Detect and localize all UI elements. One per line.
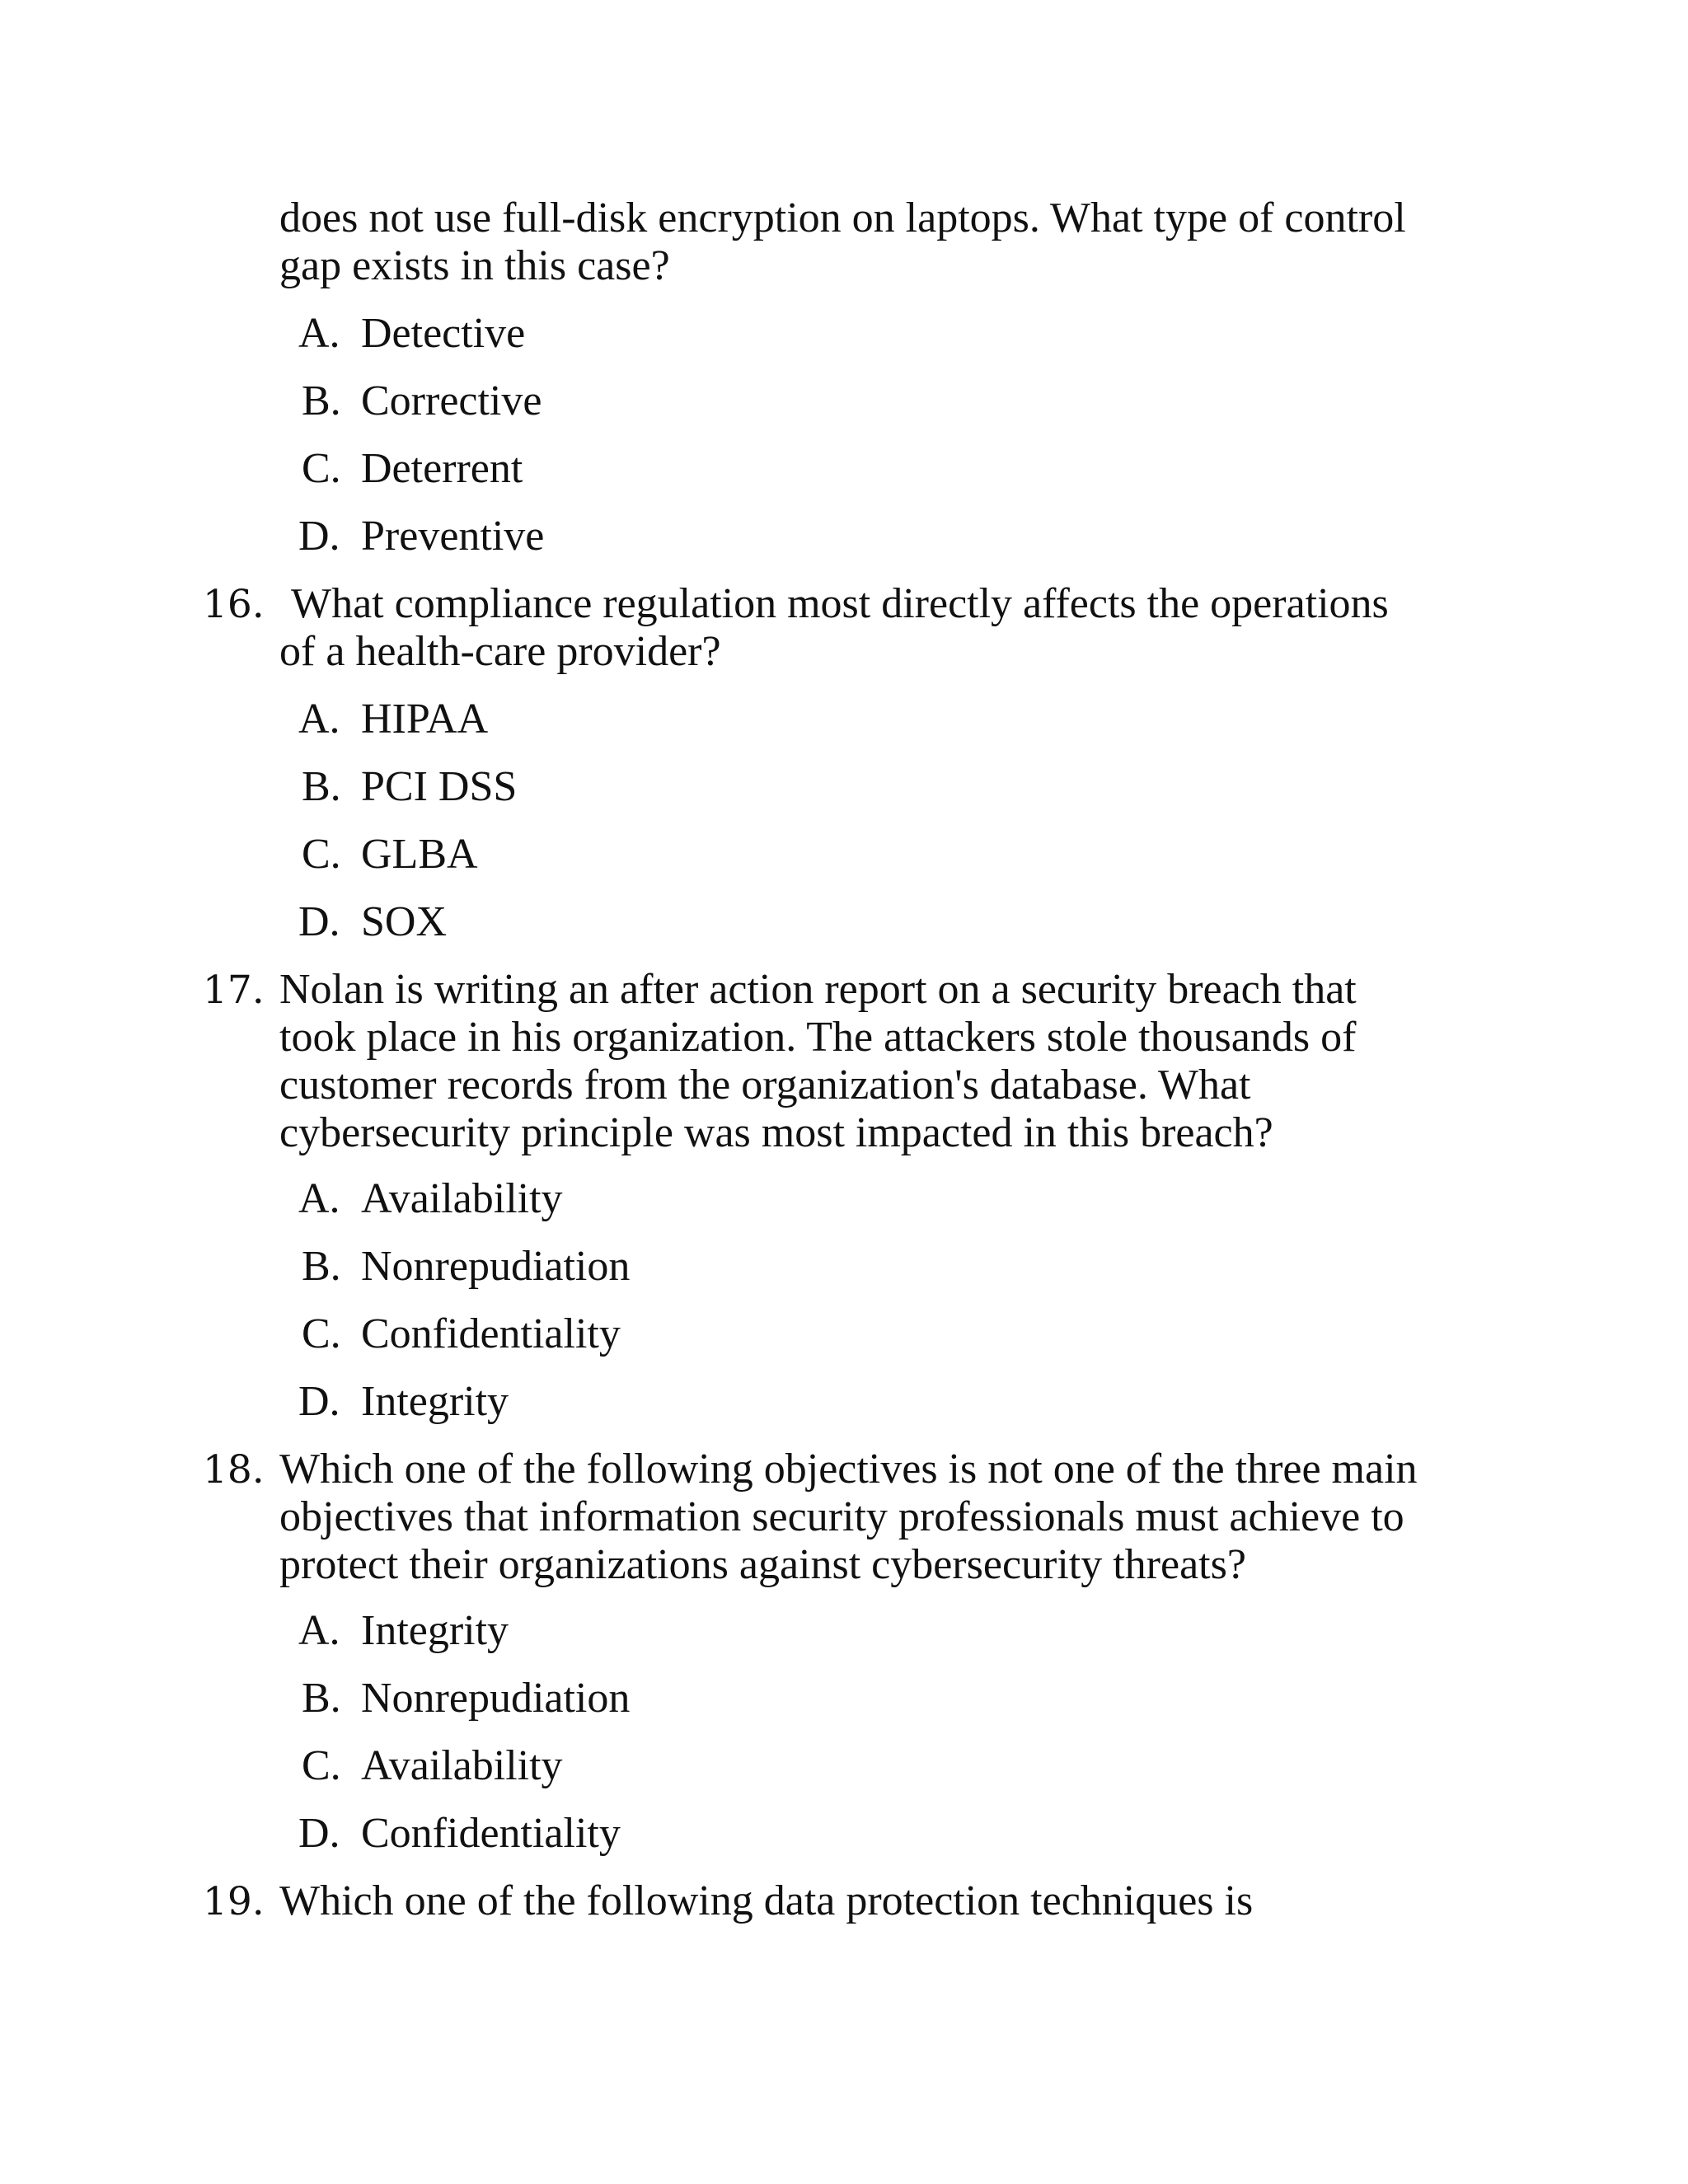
question-text-line: Nolan is writing an after action report on a security breach that <box>279 966 1357 1013</box>
question-text-line: protect their organizations against cybersecurity threats? <box>279 1541 1246 1588</box>
option-text: Nonrepudiation <box>361 1675 631 1722</box>
option-text: GLBA <box>361 831 478 878</box>
question-text-line: cybersecurity principle was most impacted in this breach? <box>279 1109 1273 1156</box>
option-text: HIPAA <box>361 696 489 743</box>
question-text-line: Which one of the following objectives is not one of the three main <box>279 1446 1418 1493</box>
option-text: Deterrent <box>361 445 523 492</box>
question-number <box>203 580 265 629</box>
option-text: Preventive <box>361 513 545 560</box>
option-letter: A. <box>298 696 340 743</box>
option-letter: C. <box>302 1310 341 1357</box>
option-letter: B. <box>302 1243 341 1290</box>
option-letter: B. <box>302 763 341 810</box>
question-number <box>203 966 265 1015</box>
question-number-label: 17. <box>203 968 265 1013</box>
option-text: Corrective <box>361 377 542 424</box>
option-text: Confidentiality <box>361 1310 621 1357</box>
option-text: Integrity <box>361 1607 509 1654</box>
option-letter: C. <box>302 1742 341 1789</box>
question-text-line: objectives that information security professionals must achieve to <box>279 1493 1404 1540</box>
option-text: SOX <box>361 898 448 945</box>
option-text: Integrity <box>361 1378 509 1425</box>
option-letter: C. <box>302 831 341 878</box>
option-text: PCI DSS <box>361 763 518 810</box>
option-letter: A. <box>298 1175 340 1222</box>
option-text: Availability <box>361 1742 563 1789</box>
option-letter: A. <box>298 310 340 357</box>
option-letter: D. <box>298 1378 340 1425</box>
question-text-line: took place in his organization. The attackers stole thousands of <box>279 1014 1357 1061</box>
option-letter: D. <box>298 1810 340 1857</box>
option-letter: D. <box>298 898 340 945</box>
question-number-label: 16. <box>203 582 265 627</box>
question-number <box>203 1446 265 1494</box>
option-letter: D. <box>298 513 340 560</box>
option-text: Detective <box>361 310 526 357</box>
question-text-line: customer records from the organization's database. What <box>279 1062 1251 1108</box>
question-number-label: 18. <box>203 1447 265 1493</box>
question-number-label: 19. <box>203 1879 265 1924</box>
question-text-line: What compliance regulation most directly affects the operations <box>291 580 1389 627</box>
option-letter: B. <box>302 377 341 424</box>
question-text-line: gap exists in this case? <box>279 242 670 289</box>
question-text-line: Which one of the following data protection techniques is <box>279 1877 1254 1924</box>
question-text-line: of a health-care provider? <box>279 628 721 675</box>
question-text-line: does not use full-disk encryption on laptops. What type of control <box>279 194 1406 241</box>
question-number <box>203 1877 265 1926</box>
option-letter: A. <box>298 1607 340 1654</box>
option-text: Nonrepudiation <box>361 1243 631 1290</box>
option-letter: B. <box>302 1675 341 1722</box>
option-letter: C. <box>302 445 341 492</box>
option-text: Confidentiality <box>361 1810 621 1857</box>
option-text: Availability <box>361 1175 563 1222</box>
